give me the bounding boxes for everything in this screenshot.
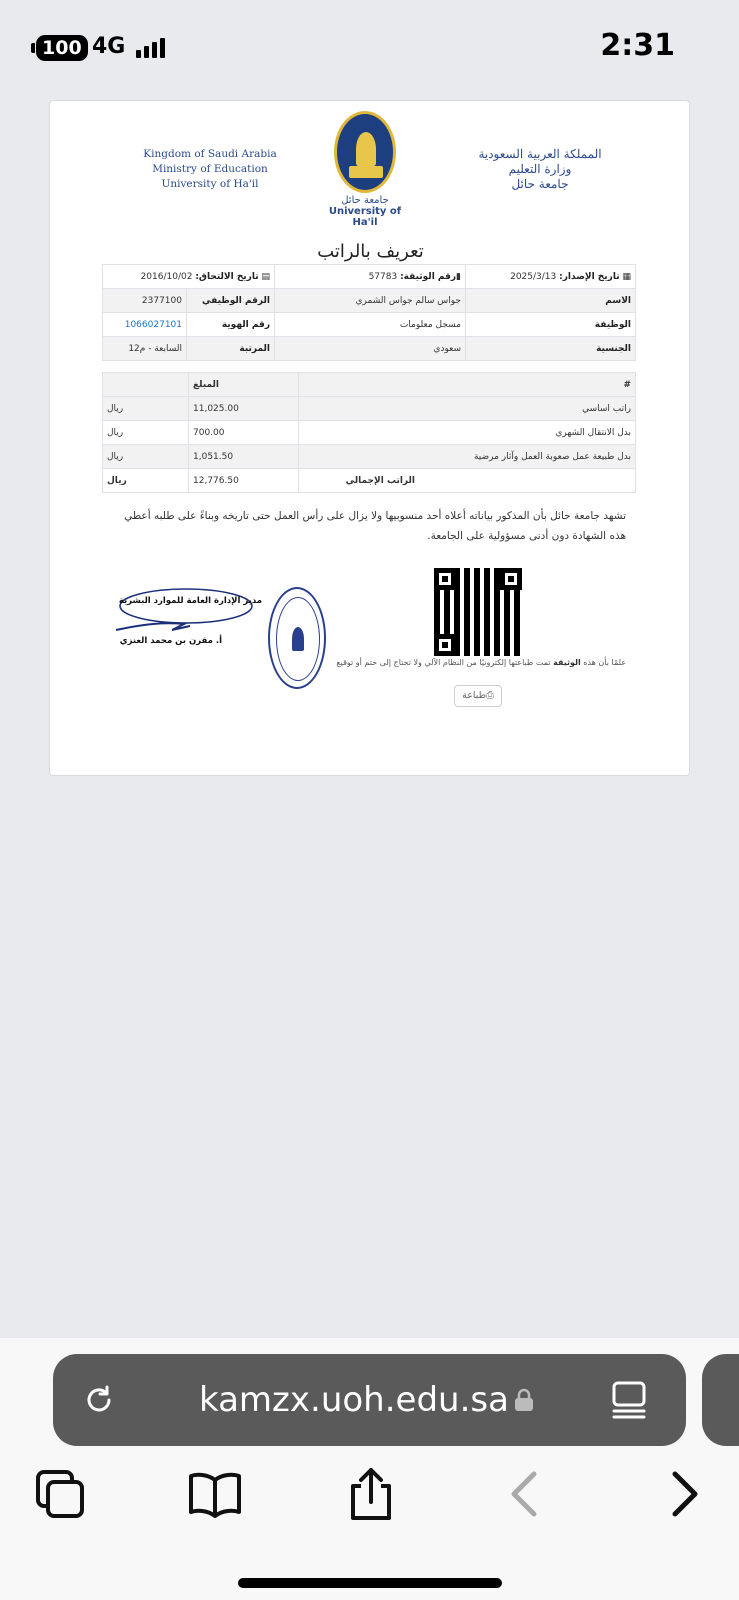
clock: 2:31 [600,28,675,63]
forward-icon[interactable] [655,1466,711,1522]
id-card-icon: ▤ [258,271,270,282]
salary-amount: 700.00 [189,421,299,445]
employee-name: جواس سالم جواس الشمري [275,289,466,313]
salary-currency: ريال [103,445,189,469]
table-row [103,265,636,289]
total-amount: 12,776.50 [189,469,299,493]
url-text[interactable]: kamzx.uoh.edu.sa [199,1380,509,1420]
printer-icon: ⎙ [486,690,494,701]
tabs-icon[interactable] [32,1466,88,1522]
table-header-row [103,373,636,397]
qr-finder [434,568,456,590]
job-number: 2377100 [103,289,187,313]
back-icon[interactable] [498,1466,554,1522]
qr-finder [434,634,456,656]
table-row [103,397,636,421]
job-label: الوظيفة [466,313,636,337]
doc-number-cell [275,265,466,289]
doc-number-label: رقم الوثيقة: [400,271,457,282]
header-en-line: Ministry of Education [152,163,268,175]
header-en-line: University of Ha'il [161,178,259,190]
print-label: طباعة [462,690,487,701]
header-english [130,147,290,192]
header-en-line: Kingdom of Saudi Arabia [143,148,277,160]
salary-item: بدل الانتقال الشهري [299,421,636,445]
bookmark-icon: ▮ [456,271,461,282]
bookmarks-icon[interactable] [187,1466,243,1522]
signal-icon [136,38,165,58]
document-title: تعريف بالراتب [317,241,424,262]
qr-code[interactable] [434,568,522,656]
verification-note [330,658,626,667]
official-stamp-icon [268,587,326,689]
employee-info-table [102,264,636,361]
header-ar-line: المملكة العربية السعودية [478,147,602,161]
salary-item: بدل طبيعة عمل صعوبة العمل وآثار مرضية [299,445,636,469]
next-tab-preview[interactable] [702,1354,739,1446]
rank-label: المرتبة [187,337,275,361]
job-no-label: الرقم الوظيفي [187,289,275,313]
reload-icon[interactable] [81,1382,117,1418]
currency-header [103,373,189,397]
table-row [103,337,636,361]
name-label: الاسم [466,289,636,313]
salary-item: راتب اساسي [299,397,636,421]
id-label: رقم الهوية [187,313,275,337]
salary-table [102,372,636,493]
qr-finder [500,568,522,590]
network-type: 4G [92,34,126,59]
verification-bold: الوثيقة [553,658,581,667]
id-number[interactable]: 1066027101 [103,313,187,337]
salary-certificate-card [49,100,690,776]
table-row [103,313,636,337]
issue-date-label: تاريخ الإصدار: [559,271,620,282]
signature-name: أ. مقرن بن محمد العنزي [119,636,222,646]
issue-date: 2025/3/13 [510,271,557,282]
header-arabic [460,147,620,192]
print-button[interactable] [454,685,502,707]
header-ar-line: وزارة التعليم [508,162,572,176]
salary-amount: 1,051.50 [189,445,299,469]
address-bar[interactable] [53,1354,686,1446]
salary-currency: ريال [103,397,189,421]
status-bar [0,0,739,90]
table-row [103,445,636,469]
salary-currency: ريال [103,421,189,445]
rank: السابعة - م12 [103,337,187,361]
battery-icon: 100 [36,35,88,61]
logo-english-text: University of Ha'il [328,206,402,228]
total-label: الراتب الإجمالي [299,469,636,493]
browser-toolbar [0,1338,739,1600]
calendar-icon: ▦ [619,271,631,282]
signature-title: مدير الإدارة العامة للموارد البشرية [118,596,262,606]
doc-number: 57783 [368,271,398,282]
verification-suffix: تمت طباعتها إلكترونيًا من النظام الآلي ولا تحتاج إلى ختم أو توقيع [336,658,551,667]
salary-amount: 11,025.00 [189,397,299,421]
nationality: سعودي [275,337,466,361]
table-row [103,289,636,313]
certification-text: تشهد جامعة حائل بأن المذكور بياناته أعلاه أحد منسوبيها ولا يزال على رأس العمل حتى تاريخه وبناءً على طلبه أعطي هذه الشهادة دون أدنى مسؤولية على الجامعة. [124,510,626,542]
torch-seal-icon [334,111,396,193]
amount-header: المبلغ [189,373,299,397]
total-row [103,469,636,493]
university-logo [320,111,410,228]
index-header: # [299,373,636,397]
lock-icon [514,1388,534,1412]
header-ar-line: جامعة حائل [511,177,569,191]
reader-mode-icon[interactable] [611,1380,647,1420]
logo-arabic-text: جامعة حائل [341,195,389,206]
join-date-cell [103,265,275,289]
verification-prefix: علمًا بأن هذه [583,658,626,667]
issue-date-cell [466,265,636,289]
total-currency: ريال [103,469,189,493]
join-date-label: تاريخ الالتحاق: [195,271,259,282]
table-row [103,421,636,445]
share-icon[interactable] [343,1466,399,1522]
job-title: مسجل معلومات [275,313,466,337]
nationality-label: الجنسية [466,337,636,361]
join-date: 2016/10/02 [140,271,193,282]
home-indicator [238,1578,502,1588]
